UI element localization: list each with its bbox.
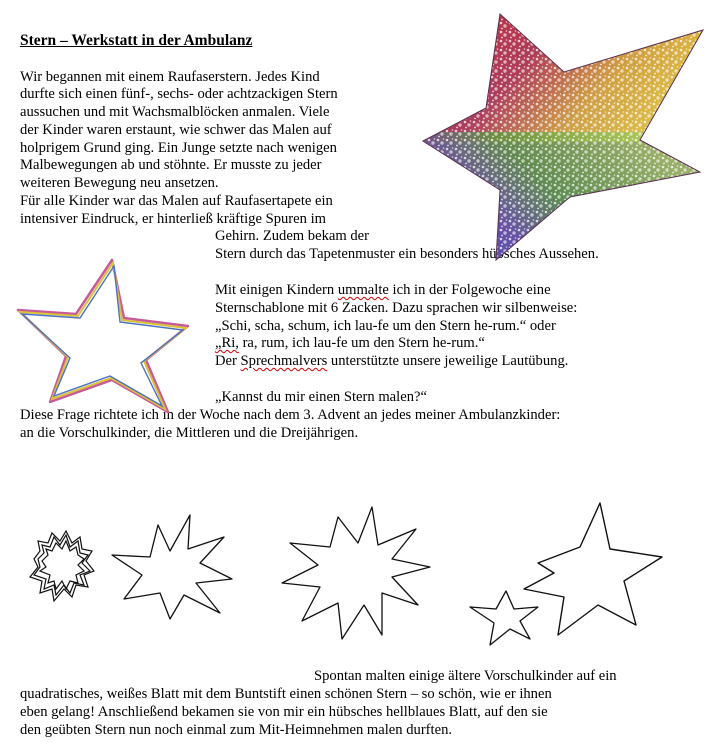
- children-stars-drawing: [20, 497, 688, 665]
- text-line: Stern durch das Tapetenmuster ein besonders hübsches Aussehen.: [215, 246, 599, 262]
- text-line: Malbewegungen ab und stöhnte. Er musste zu jeder: [20, 157, 322, 173]
- large-six-point-star: [524, 503, 662, 635]
- small-star: [470, 591, 538, 645]
- text-span: Mit einigen Kindern: [215, 282, 338, 298]
- raufaser-star-image: [418, 12, 708, 268]
- text-span: ra, rum, ich lau-fe um den Stern he-rum.“: [238, 335, 485, 351]
- text-line: [215, 353, 568, 371]
- spiky-star: [282, 507, 430, 639]
- stencil-star-image: [16, 256, 206, 416]
- text-line: Sternschablone mit 6 Zacken. Dazu sprachen wir silbenweise:: [215, 300, 578, 316]
- text-line: der Kinder waren erstaunt, wie schwer das Malen auf: [20, 122, 332, 138]
- quote-line: „Kannst du mir einen Stern malen?“: [215, 389, 427, 405]
- text-line: weiteren Bewegung neu ansetzen.: [20, 175, 219, 191]
- text-span: ich in der Folgewoche eine: [388, 282, 551, 298]
- spellcheck-word: ummalte: [337, 282, 389, 298]
- spellcheck-word: Sprechmalvers: [240, 353, 328, 369]
- text-line: Für alle Kinder war das Malen auf Raufasertapete ein: [20, 193, 333, 209]
- text-line: aussuchen und mit Wachsmalblöcken anmalen. Viele: [20, 104, 330, 120]
- text-line: Spontan malten einige ältere Vorschulkinder auf ein: [314, 668, 617, 684]
- text-line: eben gelang! Anschließend bekamen sie von mir ein hübsches hellblaues Blatt, auf den sie: [20, 704, 548, 720]
- text-line: quadratisches, weißes Blatt mit dem Buntstift einen schönen Stern – so schön, wie er ihnen: [20, 686, 552, 702]
- text-line: holprigem Grund ging. Ein Junge setzte nach wenigen: [20, 140, 337, 156]
- text-line: Gehirn. Zudem bekam der: [215, 228, 369, 244]
- text-line: Diese Frage richtete ich in der Woche nach dem 3. Advent an jedes meiner Ambulanzkinder:: [20, 407, 561, 423]
- page-title: Stern – Werkstatt in der Ambulanz: [20, 32, 253, 49]
- text-line: [215, 282, 551, 300]
- text-line: „Schi, scha, schum, ich lau-fe um den Stern he-rum.“ oder: [215, 318, 556, 334]
- spellcheck-word: „Ri,: [215, 335, 239, 351]
- text-line: Wir begannen mit einem Raufaserstern. Jedes Kind: [20, 69, 320, 85]
- text-line: den geübten Stern nun noch einmal zum Mit-Heimnehmen malen durften.: [20, 722, 453, 738]
- eight-point-star: [112, 515, 232, 619]
- text-line: durfte sich einen fünf-, sechs- oder achtzackigen Stern: [20, 86, 338, 102]
- text-span: Der: [215, 353, 241, 369]
- text-span: unterstützte unsere jeweilige Lautübung.: [327, 353, 569, 369]
- scribble-star: [30, 531, 94, 601]
- text-line: intensiver Eindruck, er hinterließ kräftige Spuren im: [20, 211, 326, 227]
- text-line: [215, 335, 485, 353]
- text-line: an die Vorschulkinder, die Mittleren und die Dreijährigen.: [20, 425, 359, 441]
